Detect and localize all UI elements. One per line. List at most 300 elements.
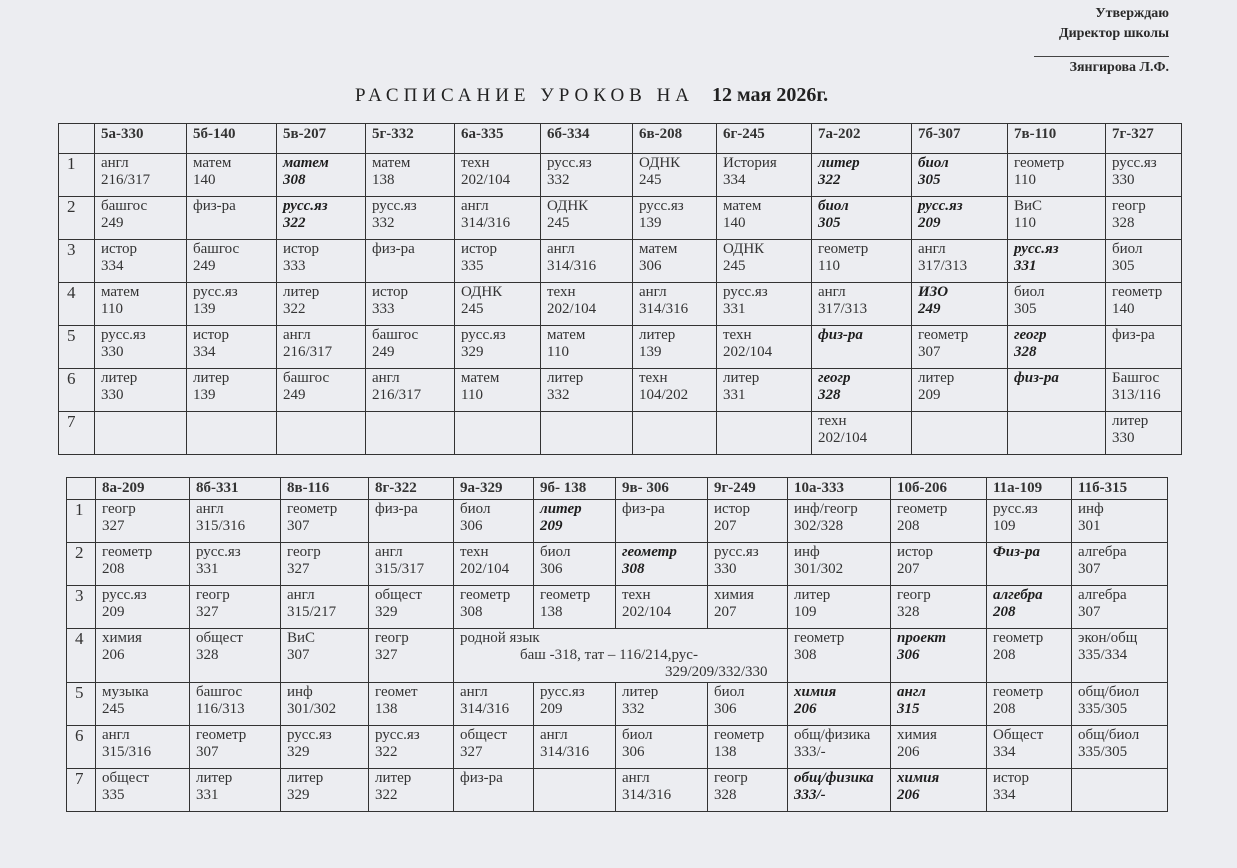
room: 138 (372, 172, 395, 188)
subject: матем (547, 327, 586, 343)
room: 308 (460, 604, 483, 620)
subject: геометр (993, 684, 1044, 700)
room: 245 (102, 701, 125, 717)
room: 245 (547, 215, 570, 231)
subject: биол (540, 544, 571, 560)
subject: геометр (714, 727, 765, 743)
room: 333/- (794, 787, 826, 803)
room: 202/104 (461, 172, 511, 188)
room: 327 (460, 744, 483, 760)
class-header: 10а-333 (788, 478, 891, 500)
room: 307 (1078, 604, 1101, 620)
lesson-cell (277, 369, 366, 412)
class-header: 8а-209 (96, 478, 190, 500)
lesson-row (67, 769, 1168, 812)
room: 329 (287, 744, 310, 760)
class-header: 9г-249 (708, 478, 788, 500)
lesson-cell (987, 500, 1072, 543)
room: 317/313 (818, 301, 868, 317)
lesson-cell (455, 369, 541, 412)
room: 314/316 (639, 301, 689, 317)
class-header: 7а-202 (812, 124, 912, 154)
subject: техн (622, 587, 651, 603)
lesson-number: 6 (59, 369, 95, 412)
subject: англ (375, 544, 403, 560)
approve-label: Утверждаю (1095, 6, 1169, 21)
subject: англ (547, 241, 575, 257)
room: 207 (897, 561, 920, 577)
lesson-cell (541, 154, 633, 197)
lesson-cell (187, 412, 277, 455)
lesson-cell (455, 283, 541, 326)
subject: русс.яз (102, 587, 147, 603)
subject: техн (723, 327, 752, 343)
room: 322 (375, 787, 398, 803)
lesson-cell (1106, 369, 1182, 412)
lesson-cell (366, 240, 455, 283)
subject: геометр (897, 501, 948, 517)
lesson-cell (912, 283, 1008, 326)
lesson-cell (788, 543, 891, 586)
table1-header-row (59, 124, 1182, 154)
room: 206 (897, 744, 920, 760)
lesson-number: 7 (67, 769, 96, 812)
lesson-cell (541, 369, 633, 412)
lesson-cell (717, 154, 812, 197)
lesson-cell (1072, 629, 1168, 683)
table2-header-row (67, 478, 1168, 500)
room: 328 (714, 787, 737, 803)
room: 305 (818, 215, 841, 231)
lesson-cell (281, 500, 369, 543)
lesson-cell (369, 726, 454, 769)
schedule-table-grades-8-11 (66, 477, 1168, 812)
lesson-cell (541, 197, 633, 240)
room: 322 (375, 744, 398, 760)
lesson-cell (891, 726, 987, 769)
room: 306 (460, 518, 483, 534)
subject: геомет (375, 684, 418, 700)
class-header: 9а-329 (454, 478, 534, 500)
room: 209 (918, 387, 941, 403)
subject: экон/общ (1078, 630, 1138, 646)
room: 329 (461, 344, 484, 360)
class-header: 10б-206 (891, 478, 987, 500)
lesson-cell (369, 500, 454, 543)
room: 327 (102, 518, 125, 534)
room: 314/316 (460, 701, 510, 717)
room: 208 (993, 647, 1016, 663)
subject: геогр (818, 370, 851, 386)
class-header: 7б-307 (912, 124, 1008, 154)
room: 334 (993, 744, 1016, 760)
room: 307 (1078, 561, 1101, 577)
room: 331 (1014, 258, 1037, 274)
room: 307 (196, 744, 219, 760)
lesson-cell (812, 283, 912, 326)
room: 139 (193, 387, 216, 403)
lesson-cell (281, 726, 369, 769)
room: 206 (794, 701, 817, 717)
lesson-cell (541, 412, 633, 455)
subject: проект (897, 630, 947, 646)
subject: ОДНК (723, 241, 765, 257)
subject: литер (723, 370, 760, 386)
lesson-cell (987, 769, 1072, 812)
lesson-cell (190, 500, 281, 543)
director-name: Зянгирова Л.Ф. (1069, 60, 1169, 75)
lesson-cell (366, 412, 455, 455)
class-header: 11б-315 (1072, 478, 1168, 500)
lesson-cell (96, 629, 190, 683)
lesson-cell (987, 629, 1072, 683)
subject: физ-ра (1014, 370, 1059, 386)
room: 330 (101, 344, 124, 360)
room: 335/305 (1078, 701, 1128, 717)
room: 315/316 (196, 518, 246, 534)
lesson-cell (1106, 154, 1182, 197)
subject: биол (714, 684, 745, 700)
room: 322 (818, 172, 841, 188)
lesson-cell (912, 326, 1008, 369)
subject: истор (714, 501, 751, 517)
subject: общ/физика (794, 727, 871, 743)
subject: биол (918, 155, 949, 171)
lesson-row (67, 543, 1168, 586)
room: 110 (1014, 172, 1036, 188)
room: 328 (196, 647, 219, 663)
subject: физ-ра (375, 501, 418, 517)
lesson-row (59, 369, 1182, 412)
room: 208 (993, 604, 1016, 620)
subject: литер (540, 501, 582, 517)
room: 209 (540, 518, 563, 534)
class-header: 6г-245 (717, 124, 812, 154)
lesson-cell (708, 543, 788, 586)
room: 138 (375, 701, 398, 717)
lesson-cell (369, 586, 454, 629)
class-header: 7г-327 (1106, 124, 1182, 154)
corner-cell (59, 124, 95, 154)
room: 209 (918, 215, 941, 231)
lesson-cell (633, 326, 717, 369)
lesson-row (59, 154, 1182, 197)
room: 308 (794, 647, 817, 663)
room: 328 (1112, 215, 1135, 231)
lesson-cell (633, 369, 717, 412)
lesson-cell (187, 197, 277, 240)
room: 216/317 (283, 344, 333, 360)
subject: русс.яз (1112, 155, 1157, 171)
lesson-cell (708, 683, 788, 726)
lesson-cell (190, 586, 281, 629)
subject: англ (918, 241, 946, 257)
lesson-cell (369, 769, 454, 812)
room: 317/313 (918, 258, 968, 274)
room: 335/334 (1078, 647, 1128, 663)
room: 216/317 (101, 172, 151, 188)
room: 331 (196, 561, 219, 577)
lesson-cell (369, 683, 454, 726)
lesson-cell (708, 586, 788, 629)
subject: геогр (897, 587, 931, 603)
room: 332 (547, 387, 570, 403)
room: 333 (283, 258, 306, 274)
lesson-cell (891, 769, 987, 812)
class-header: 5б-140 (187, 124, 277, 154)
lesson-cell (1106, 326, 1182, 369)
room: 140 (193, 172, 216, 188)
subject: химия (897, 727, 937, 743)
lesson-cell (187, 326, 277, 369)
lesson-cell (717, 283, 812, 326)
lesson-cell (987, 543, 1072, 586)
lesson-cell (616, 500, 708, 543)
room: 116/313 (196, 701, 245, 717)
lesson-cell (812, 412, 912, 455)
room: 139 (639, 344, 662, 360)
lesson-cell (95, 283, 187, 326)
subject: техн (461, 155, 490, 171)
subject: русс.яз (193, 284, 238, 300)
subject: ОДНК (639, 155, 681, 171)
room: 208 (102, 561, 125, 577)
room: 332 (547, 172, 570, 188)
lesson-cell (1106, 197, 1182, 240)
subject: музыка (102, 684, 149, 700)
room: 140 (1112, 301, 1135, 317)
lesson-cell (454, 500, 534, 543)
lesson-number: 5 (59, 326, 95, 369)
lesson-cell (717, 240, 812, 283)
lesson-cell (812, 369, 912, 412)
subject: геометр (196, 727, 247, 743)
lesson-cell (277, 412, 366, 455)
subject: геогр (375, 630, 409, 646)
subject: англ (461, 198, 489, 214)
subject: русс.яз (196, 544, 241, 560)
room: 109 (794, 604, 817, 620)
lesson-cell (1072, 543, 1168, 586)
lesson-cell (281, 629, 369, 683)
lesson-cell (454, 769, 534, 812)
room: 314/316 (547, 258, 597, 274)
lesson-cell (891, 629, 987, 683)
room: 313/116 (1112, 387, 1161, 403)
subject: геометр (818, 241, 869, 257)
lesson-number: 3 (59, 240, 95, 283)
room: 333 (372, 301, 395, 317)
room: 209 (102, 604, 125, 620)
subject: англ (897, 684, 926, 700)
room: 249 (918, 301, 941, 317)
lesson-cell (1008, 283, 1106, 326)
lesson-cell (1072, 586, 1168, 629)
room: 328 (818, 387, 841, 403)
subject: физ-ра (818, 327, 863, 343)
lesson-cell (1106, 240, 1182, 283)
room: 306 (622, 744, 645, 760)
room: 315/316 (102, 744, 152, 760)
room: 329 (287, 787, 310, 803)
lesson-cell (96, 726, 190, 769)
class-header: 8в-116 (281, 478, 369, 500)
subject: Физ-ра (993, 544, 1040, 560)
subject: Башгос (1112, 370, 1160, 386)
subject: инф/геогр (794, 501, 858, 517)
lesson-cell (717, 197, 812, 240)
subject: русс.яз (283, 198, 328, 214)
lesson-number: 2 (59, 197, 95, 240)
lesson-cell (96, 500, 190, 543)
room: 245 (723, 258, 746, 274)
lesson-cell (366, 154, 455, 197)
class-header: 9в- 306 (616, 478, 708, 500)
class-header: 6б-334 (541, 124, 633, 154)
subject: башгос (193, 241, 240, 257)
room: 335/305 (1078, 744, 1128, 760)
subject: ОДНК (547, 198, 589, 214)
subject: биол (622, 727, 653, 743)
lesson-cell (95, 240, 187, 283)
lesson-cell (812, 326, 912, 369)
lesson-cell (281, 586, 369, 629)
room: 322 (283, 215, 306, 231)
room: 206 (897, 787, 920, 803)
room: 249 (283, 387, 306, 403)
subject: истор (993, 770, 1030, 786)
subject: истор (372, 284, 409, 300)
subject: русс.яз (375, 727, 420, 743)
subject: матем (639, 241, 678, 257)
lesson-cell (96, 769, 190, 812)
room: 302/328 (794, 518, 844, 534)
room: 334 (193, 344, 216, 360)
native-language-cell (454, 629, 788, 683)
subject: техн (818, 413, 847, 429)
subject: англ (101, 155, 129, 171)
subject: ВиС (287, 630, 316, 646)
room: 308 (283, 172, 306, 188)
lesson-cell (891, 586, 987, 629)
room: 139 (639, 215, 662, 231)
class-header: 5г-332 (366, 124, 455, 154)
subject: геогр (1014, 327, 1047, 343)
room: 138 (540, 604, 563, 620)
room: 202/104 (723, 344, 773, 360)
lesson-cell (1008, 154, 1106, 197)
subject: Общест (993, 727, 1044, 743)
lesson-cell (717, 412, 812, 455)
subject: литер (547, 370, 584, 386)
lesson-cell (455, 197, 541, 240)
subject: русс.яз (461, 327, 506, 343)
lesson-cell (717, 369, 812, 412)
room: 335 (461, 258, 484, 274)
subject: алгебра (993, 587, 1043, 603)
subject: геогр (287, 544, 321, 560)
lesson-cell (366, 197, 455, 240)
room: 245 (461, 301, 484, 317)
room: 315/217 (287, 604, 337, 620)
subject: химия (794, 684, 837, 700)
lesson-cell (708, 769, 788, 812)
native-language-l3: 329/209/332/330 (665, 664, 768, 680)
lesson-cell (891, 543, 987, 586)
room: 330 (714, 561, 737, 577)
subject: общ/биол (1078, 727, 1140, 743)
subject: биол (1014, 284, 1045, 300)
subject: физ-ра (193, 198, 236, 214)
lesson-cell (708, 500, 788, 543)
lesson-cell (95, 154, 187, 197)
room: 249 (372, 344, 395, 360)
lesson-cell (455, 154, 541, 197)
room: 329 (375, 604, 398, 620)
lesson-cell (912, 369, 1008, 412)
lesson-cell (454, 726, 534, 769)
room: 306 (897, 647, 920, 663)
class-header: 11а-109 (987, 478, 1072, 500)
lesson-cell (912, 154, 1008, 197)
room: 315/317 (375, 561, 425, 577)
subject: геометр (540, 587, 591, 603)
room: 110 (1014, 215, 1036, 231)
subject: англ (102, 727, 130, 743)
subject: литер (101, 370, 138, 386)
lesson-cell (912, 197, 1008, 240)
lesson-row (59, 240, 1182, 283)
room: 327 (287, 561, 310, 577)
lesson-cell (190, 543, 281, 586)
lesson-cell (633, 240, 717, 283)
room: 202/104 (460, 561, 510, 577)
subject: литер (622, 684, 659, 700)
lesson-cell (95, 412, 187, 455)
lesson-cell (190, 769, 281, 812)
lesson-row (67, 500, 1168, 543)
room: 307 (918, 344, 941, 360)
room: 314/316 (540, 744, 590, 760)
class-header: 5в-207 (277, 124, 366, 154)
room: 207 (714, 518, 737, 534)
room: 202/104 (818, 430, 868, 446)
subject: литер (287, 770, 324, 786)
lesson-cell (1106, 283, 1182, 326)
class-header: 7в-110 (1008, 124, 1106, 154)
lesson-row (67, 586, 1168, 629)
room: 110 (461, 387, 483, 403)
subject: общест (375, 587, 422, 603)
approval-block (1059, 4, 1169, 78)
subject: ИЗО (918, 284, 949, 300)
room: 332 (622, 701, 645, 717)
lesson-cell (534, 683, 616, 726)
subject: башгос (196, 684, 243, 700)
subject: геогр (1112, 198, 1146, 214)
subject: геометр (287, 501, 338, 517)
subject: англ (283, 327, 311, 343)
subject: истор (101, 241, 138, 257)
subject: физ-ра (1112, 327, 1155, 343)
subject: матем (101, 284, 140, 300)
room: 140 (723, 215, 746, 231)
room: 328 (897, 604, 920, 620)
lesson-number: 3 (67, 586, 96, 629)
subject: химия (714, 587, 754, 603)
lesson-cell (95, 197, 187, 240)
lesson-cell (616, 683, 708, 726)
